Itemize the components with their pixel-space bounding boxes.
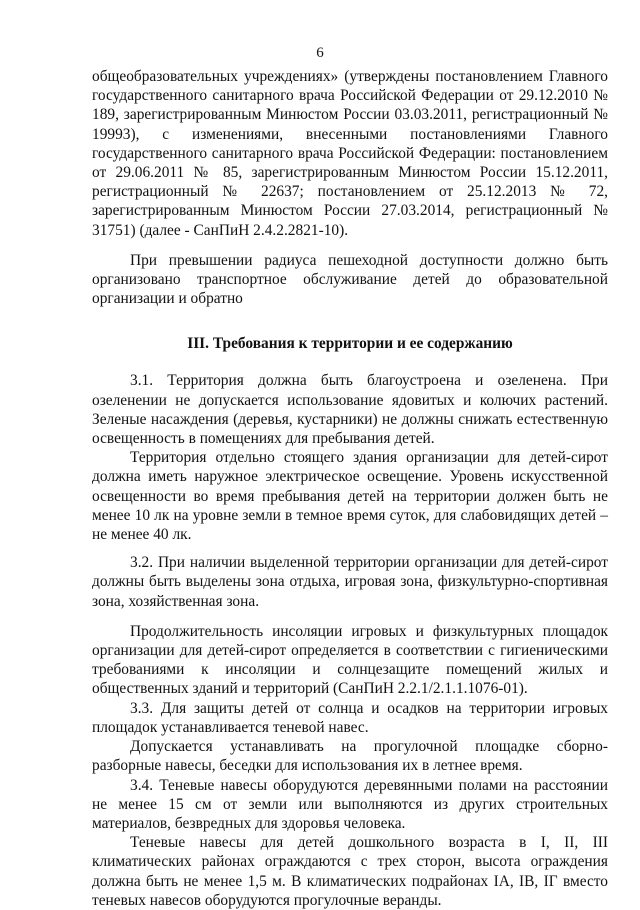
page-number: 6 <box>316 45 324 61</box>
paragraph-insolation: Продолжительность инсоляции игровых и физкультурных площадок организации для детей-сирот определяется в соответствии с гигиеническими требованиями к инсоляции и солнцезащите помещений жилых и общественных зданий и территорий (СанПиН 2.2.1/2.1.1.1076-01). <box>92 622 608 698</box>
paragraph-climate-zones: Теневые навесы для детей дошкольного возраста в I, II, III климатических районах ограждаются с трех сторон, высота ограждения должна быть не менее 1,5 м. В климатических подрайонах IA, IB, IГ вместо теневых навесов оборудуются прогулочные веранды. <box>92 834 608 909</box>
paragraph-3-1: 3.1. Территория должна быть благоустроена и озеленена. При озеленении не допускается использование ядовитых и колючих растений. Зеленые насаждения (деревья, кустарники) не должны снижать естественную освещенность в помещениях для пребывания детей. <box>92 372 608 448</box>
paragraph-3-3: 3.3. Для защиты детей от солнца и осадков на территории игровых площадок устанавливается теневой навес. <box>92 699 608 736</box>
paragraph-3-2: 3.2. При наличии выделенной территории организации для детей-сирот должны быть выделены зона отдыха, игровая зона, физкультурно-спортивная зона, хозяйственная зона. <box>92 554 608 610</box>
paragraph-canopies: Допускается устанавливать на прогулочной площадке сборно-разборные навесы, беседки для использования их в летнее время. <box>92 738 608 775</box>
section-title: III. Требования к территории и ее содержанию <box>187 335 513 353</box>
paragraph-transport: При превышении радиуса пешеходной доступности должно быть организовано транспортное обслуживание детей до образовательной организации и обратно <box>92 251 608 308</box>
paragraph-3-4: 3.4. Теневые навесы оборудуются деревянными полами на расстоянии не менее 15 см от земли или выполняются из других строительных материалов, безвредных для здоровья человека. <box>92 776 608 832</box>
page-body <box>92 67 608 910</box>
paragraph-sanpin-reference: общеобразовательных учреждениях» (утверждены постановлением Главного государственного санитарного врача Российской Федерации от 29.12.2010 № 189, зарегистрированным Минюстом России 03.03.2011, регистрационный № 19993), с изменениями, внесенными постановлениями Главного государственного санитарного врача Российской Федерации: постановлением от 29.06.2011 № 85, зарегистрированным Минюстом России 15.12.2011, регистрационный № 22637; постановлением от 25.12.2013 № 72, зарегистрированным Минюстом России 27.03.2014, регистрационный № 31751) (далее - СанПиН 2.4.2.2821-10). <box>92 68 608 239</box>
paragraph-lighting: Территория отдельно стоящего здания организации для детей-сирот должна иметь наружное электрическое освещение. Уровень искусственной освещенности во время пребывания детей на территории должен быть не менее 10 лк на уровне земли в темное время суток, для слабовидящих детей – не менее 40 лк. <box>92 449 608 544</box>
